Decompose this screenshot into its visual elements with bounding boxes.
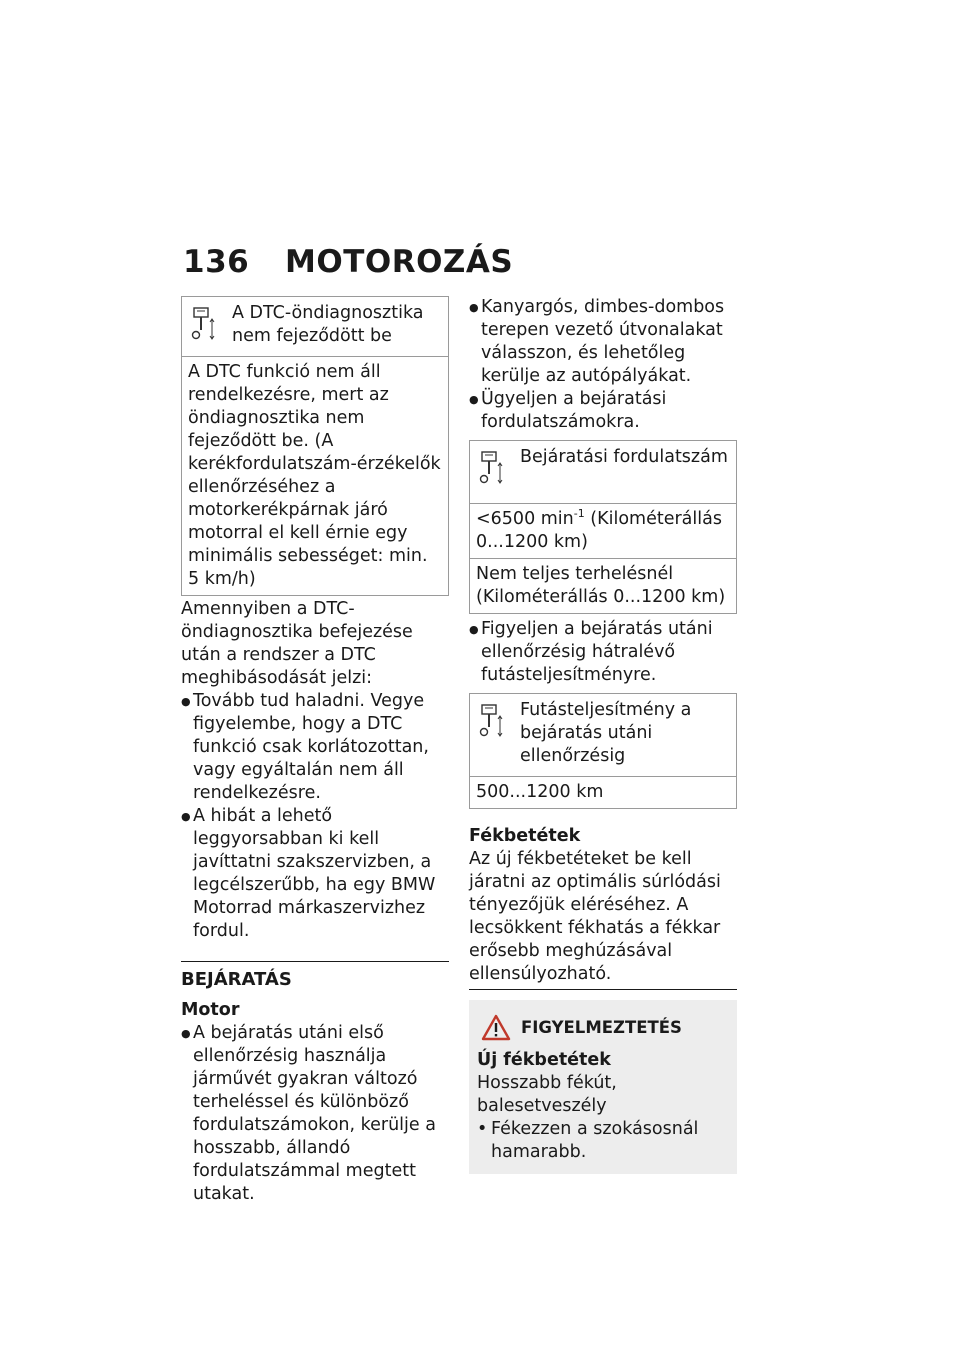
rpm-unit-exponent: -1 (573, 507, 585, 521)
warning-heading: Új fékbetétek (477, 1050, 611, 1070)
dtc-bullet-list (181, 690, 449, 943)
mileage-bullet-list (469, 618, 737, 687)
brake-heading: Fékbetétek (469, 826, 581, 846)
chapter-title: MOTOROZÁS (285, 244, 514, 280)
rpm-row-1 (470, 504, 736, 558)
brake-paragraph: Az új fékbetéteket be kell járatni az optimális súrlódási tényezőjük eléréséhez. A lecsökkent fékhatás a fékkar erősebb meghúzásával ellensúlyozható. (469, 848, 737, 990)
page-header (183, 244, 513, 280)
dtc-info-box (181, 296, 449, 596)
motor-heading: Motor (181, 1000, 240, 1020)
list-item: ● Kanyargós, dimbes-dombos terepen vezető útvonalakat válasszon, és lehetőleg kerülje az autópályákat. (469, 296, 737, 388)
mileage-row-1: 500...1200 km (476, 782, 604, 802)
warning-header (477, 1014, 729, 1041)
left-column (181, 296, 449, 1206)
rpm-info-box-header (470, 441, 736, 504)
warning-list (477, 1118, 729, 1164)
warning-label: FIGYELMEZTETÉS (521, 1018, 682, 1037)
rpm-info-box-title: Bejáratási fordulatszám (520, 447, 728, 467)
list-item: ● A hibát a lehető leggyorsabban ki kell javíttatni szakszervizben, a legcélszerűbb, ha egy BMW Motorrad márkaszervizhez fordul. (181, 805, 449, 943)
list-item: ● A bejáratás utáni első ellenőrzésig használja járművét gyakran változó terheléssel és különböző fordulatszámokon, kerülje a hosszabb, állandó fordulatszámmal megtett utakat. (181, 1022, 449, 1206)
right-column (469, 296, 737, 1174)
dtc-info-box-body: A DTC funkció nem áll rendelkezésre, mert az öndiagnosztika nem fejeződött be. (A kerékfordulatszám-érzékelők ellenőrzéséhez a motorkerékpárnak járó motorral el kell érnie egy minimális sebességet: min. 5 km/h) (188, 362, 441, 589)
mileage-info-box (469, 693, 737, 809)
service-wrench-icon (476, 446, 510, 491)
rpm-info-box (469, 440, 737, 614)
list-item: • Fékezzen a szokásosnál hamarabb. (477, 1118, 729, 1164)
breakin-bullet-list (469, 296, 737, 434)
mileage-info-box-title: Futásteljesítmény a bejáratás utáni ellenőrzésig (520, 700, 692, 766)
dtc-info-box-title: A DTC-öndiagnosztika nem fejeződött be (232, 303, 424, 346)
dtc-info-box-header (182, 297, 448, 357)
list-item: ● Tovább tud haladni. Vegye figyelembe, hogy a DTC funkció csak korlátozottan, vagy egyáltalán nem áll rendelkezésre. (181, 690, 449, 805)
warning-text: Hosszabb fékút, balesetveszély (477, 1073, 617, 1116)
list-item: ● Figyeljen a bejáratás utáni ellenőrzésig hátralévő futásteljesítményre. (469, 618, 737, 687)
mileage-info-box-header (470, 694, 736, 777)
dtc-paragraph: Amennyiben a DTC-öndiagnosztika befejezése után a rendszer a DTC meghibásodását jelzi: (181, 599, 413, 688)
rpm-row-2: Nem teljes terhelésnél (Kilométerállás 0...1200 km) (470, 558, 736, 613)
section-title: BEJÁRATÁS (181, 961, 449, 991)
rpm-range: (Kilométerállás 0...1200 km) (476, 509, 722, 552)
service-wrench-icon (188, 302, 222, 348)
warning-triangle-icon (481, 1014, 511, 1041)
list-item: ● Ügyeljen a bejáratási fordulatszámokra. (469, 388, 737, 434)
warning-box (469, 1000, 737, 1174)
rpm-value: <6500 min (476, 509, 574, 529)
service-wrench-icon (476, 699, 510, 768)
motor-bullet-list (181, 1022, 449, 1206)
page-number: 136 (183, 244, 250, 280)
